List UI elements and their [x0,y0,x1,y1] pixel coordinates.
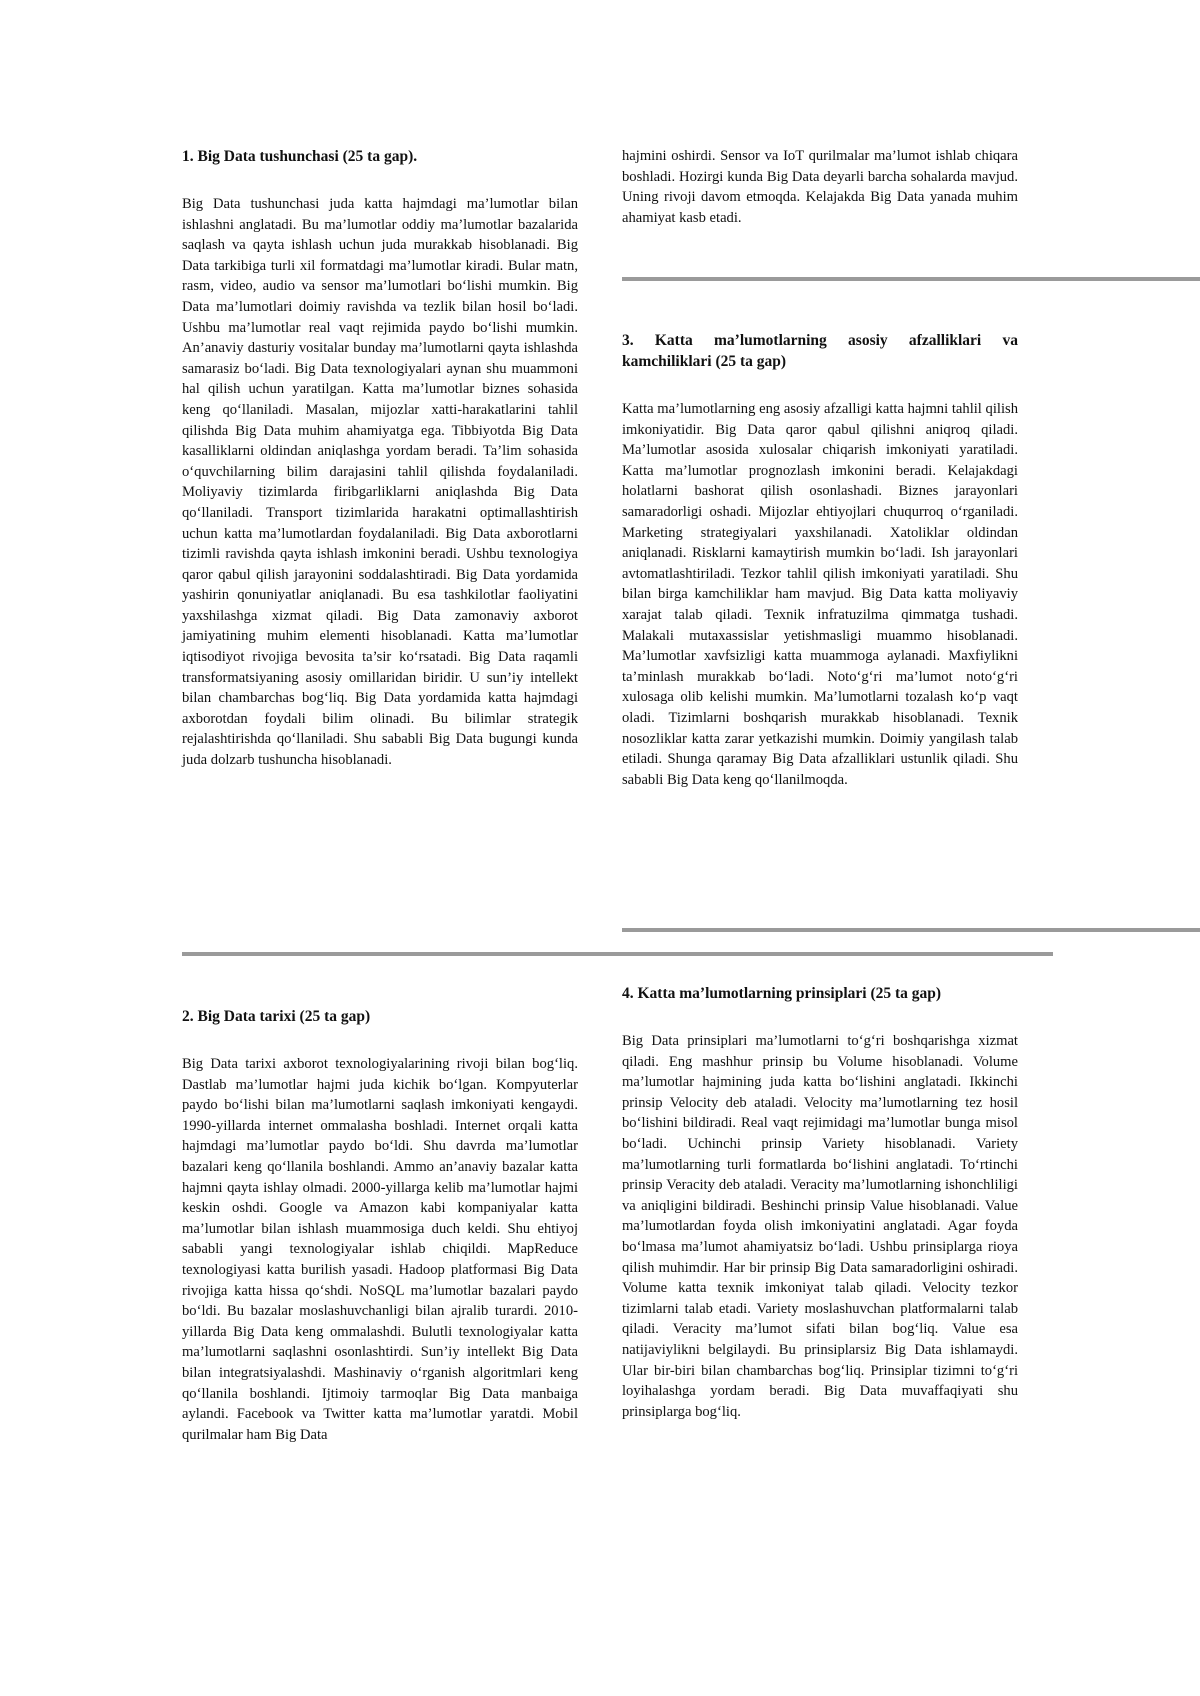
section-4 [622,983,1018,1422]
section-1-heading: 1. Big Data tushunchasi (25 ta gap). [182,148,418,165]
section-divider [622,928,1200,932]
section-3 [622,330,1018,790]
section-3-body: Katta ma’lumotlarning eng asosiy afzalligi katta hajmni tahlil qilish imkoniyatidir. Big Data qaror qabul qilishni aniqroq qiladi. Ma’lumotlar asosida xulosalar chiqarish imkoniyati yaratiladi. Katta ma’lumotlar prognozlash imkonini beradi. Kelajakdagi holatlarni bashorat qilish osonlashadi. Biznes jarayonlari samaradorligi oshadi. Mijozlar ehtiyojlari chuqurroq o‘rganiladi. Marketing strategiyalari yaxshilanadi. Xatoliklar oldindan aniqlanadi. Risklarni kamaytirish mumkin bo‘ladi. Ish jarayonlari avtomatlashtiriladi. Tezkor tahlil qilish imkoniyati yaratiladi. Shu bilan birga kamchiliklar ham mavjud. Big Data katta moliyaviy xarajat talab qiladi. Texnik infratuzilma qimmatga tushadi. Malakali mutaxassislar yetishmasligi muammo hisoblanadi. Ma’lumotlar xavfsizligi katta muammoga aylanadi. Maxfiylikni ta’minlash murakkab bo‘ladi. Noto‘g‘ri ma’lumot noto‘g‘ri xulosaga olib kelishi mumkin. Ma’lumotlarni tozalash ko‘p vaqt oladi. Tizimlarni boshqarish murakkab hisoblanadi. Texnik nosozliklar katta zarar yetkazishi mumkin. Doimiy yangilash talab etiladi. Shunga qaramay Big Data afzalliklari ustunlik qiladi. Shu sababli Big Data keng qo‘llanilmoqda. [622,401,1018,788]
section-2 [182,1006,578,1445]
section-divider [182,952,1053,956]
section-4-heading: 4. Katta ma’lumotlarning prinsiplari (25 ta gap) [622,985,942,1002]
section-2-continuation [622,146,1018,228]
section-2-body-continued: hajmini oshirdi. Sensor va IoT qurilmalar ma’lumot ishlab chiqara boshladi. Hozirgi kunda Big Data deyarli barcha sohalarda mavjud. Uning rivoji davom etmoqda. Kelajakda Big Data yanada muhim ahamiyat kasb etadi. [622,148,1018,226]
section-2-body: Big Data tarixi axborot texnologiyalarining rivoji bilan bog‘liq. Dastlab ma’lumotlar hajmi juda kichik bo‘lgan. Kompyuterlar paydo bo‘lishi bilan ma’lumotlarni saqlash imkoniyati kengaydi. 1990-yillarda internet ommalasha boshladi. Internet orqali katta hajmdagi ma’lumotlar paydo bo‘ldi. Shu davrda ma’lumotlar bazalari keng qo‘llanila boshlandi. Ammo an’anaviy bazalar katta hajmni qayta ishlay olmadi. 2000-yillarga kelib ma’lumotlar hajmi keskin oshdi. Google va Amazon kabi kompaniyalar katta ma’lumotlar bilan ishlash muammosiga duch keldi. Shu ehtiyoj sababli yangi texnologiyalar ishlab chiqildi. MapReduce texnologiyasi katta burilish yasadi. Hadoop platformasi Big Data rivojiga katta hissa qo‘shdi. NoSQL ma’lumotlar bazalari paydo bo‘ldi. Bu bazalar moslashuvchanligi bilan ajralib turardi. 2010-yillarda Big Data keng ommalashdi. Bulutli texnologiyalar katta ma’lumotlarni saqlashni osonlashtirdi. Sun’iy intellekt Big Data bilan integratsiyalashdi. Mashinaviy o‘rganish algoritmlari keng qo‘llanila boshlandi. Ijtimoiy tarmoqlar Big Data manbaiga aylandi. Facebook va Twitter katta ma’lumotlar yaratdi. Mobil qurilmalar ham Big Data [182,1056,578,1443]
section-divider [622,277,1200,281]
section-3-heading: 3. Katta ma’lumotlarning asosiy afzalliklari va kamchiliklari (25 ta gap) [622,332,1018,370]
section-1-body: Big Data tushunchasi juda katta hajmdagi ma’lumotlar bilan ishlashni anglatadi. Bu ma’lumotlar oddiy ma’lumotlar bazalarida saqlash va qayta ishlash uchun juda murakkab hisoblanadi. Big Data tarkibiga turli xil formatdagi ma’lumotlar kiradi. Bular matn, rasm, video, audio va sensor ma’lumotlari bo‘lishi mumkin. Big Data ma’lumotlari doimiy ravishda va tezlik bilan hosil bo‘ladi. Ushbu ma’lumotlar real vaqt rejimida paydo bo‘lishi mumkin. An’anaviy dasturiy vositalar bunday ma’lumotlarni qayta ishlashda samarasiz bo‘ladi. Big Data texnologiyalari aynan shu muammoni hal qilish uchun yaratilgan. Katta ma’lumotlar biznes sohasida keng qo‘llaniladi. Masalan, mijozlar xatti-harakatlarini tahlil qilishda Big Data muhim ahamiyatga ega. Tibbiyotda Big Data kasalliklarni oldindan aniqlashga yordam beradi. Ta’lim sohasida o‘quvchilarning bilim darajasini tahlil qilishda foydalaniladi. Moliyaviy tizimlarda firibgarliklarni aniqlashda Big Data qo‘llaniladi. Transport tizimlarida harakatni optimallashtirish uchun katta ma’lumotlardan foydalaniladi. Big Data axborotlarni tizimli ravishda qayta ishlash imkonini beradi. Ushbu texnologiya qaror qabul qilish jarayonini soddalashtiradi. Big Data yordamida yashirin qonuniyatlar aniqlanadi. Bu esa tashkilotlar faoliyatini yaxshilashga xizmat qiladi. Big Data zamonaviy axborot jamiyatining muhim elementi hisoblanadi. Katta ma’lumotlar iqtisodiyot rivojiga bevosita ta’sir ko‘rsatadi. Big Data raqamli transformatsiyaning asosiy omillaridan biridir. U sun’iy intellekt bilan chambarchas bog‘liq. Big Data yordamida katta hajmdagi axborotdan foydali bilim olinadi. Bu bilimlar strategik rejalashtirishda qo‘llaniladi. Shu sababli Big Data bugungi kunda juda dolzarb tushuncha hisoblanadi. [182,196,578,769]
section-2-heading: 2. Big Data tarixi (25 ta gap) [182,1008,371,1025]
section-1 [182,146,578,771]
section-4-body: Big Data prinsiplari ma’lumotlarni to‘g‘ri boshqarishga xizmat qiladi. Eng mashhur prinsip bu Volume hisoblanadi. Volume ma’lumotlar hajmining juda katta bo‘lishini anglatadi. Ikkinchi prinsip Velocity deb ataladi. Velocity ma’lumotlarning tez hosil bo‘lishini bildiradi. Real vaqt rejimidagi ma’lumotlar bunga misol bo‘ladi. Uchinchi prinsip Variety hisoblanadi. Variety ma’lumotlarning turli formatlarda bo‘lishini anglatadi. To‘rtinchi prinsip Veracity deb ataladi. Veracity ma’lumotlarning ishonchliligi va aniqligini bildiradi. Beshinchi prinsip Value hisoblanadi. Value ma’lumotlardan foyda olish imkoniyatini anglatadi. Agar foyda bo‘lmasa ma’lumot ahamiyatsiz bo‘ladi. Ushbu prinsiplarga rioya qilish muhimdir. Har bir prinsip Big Data samaradorligini oshiradi. Volume katta texnik imkoniyat talab qiladi. Velocity tezkor tizimlarni talab etadi. Variety moslashuvchan platformalarni talab qiladi. Veracity ma’lumot sifati bilan bog‘liq. Value esa natijaviylikni belgilaydi. Bu prinsiplarsiz Big Data ishlamaydi. Ular bir-biri bilan chambarchas bog‘liq. Prinsiplar tizimni to‘g‘ri loyihalashga yordam beradi. Big Data muvaffaqiyati shu prinsiplarga bog‘liq. [622,1033,1018,1420]
